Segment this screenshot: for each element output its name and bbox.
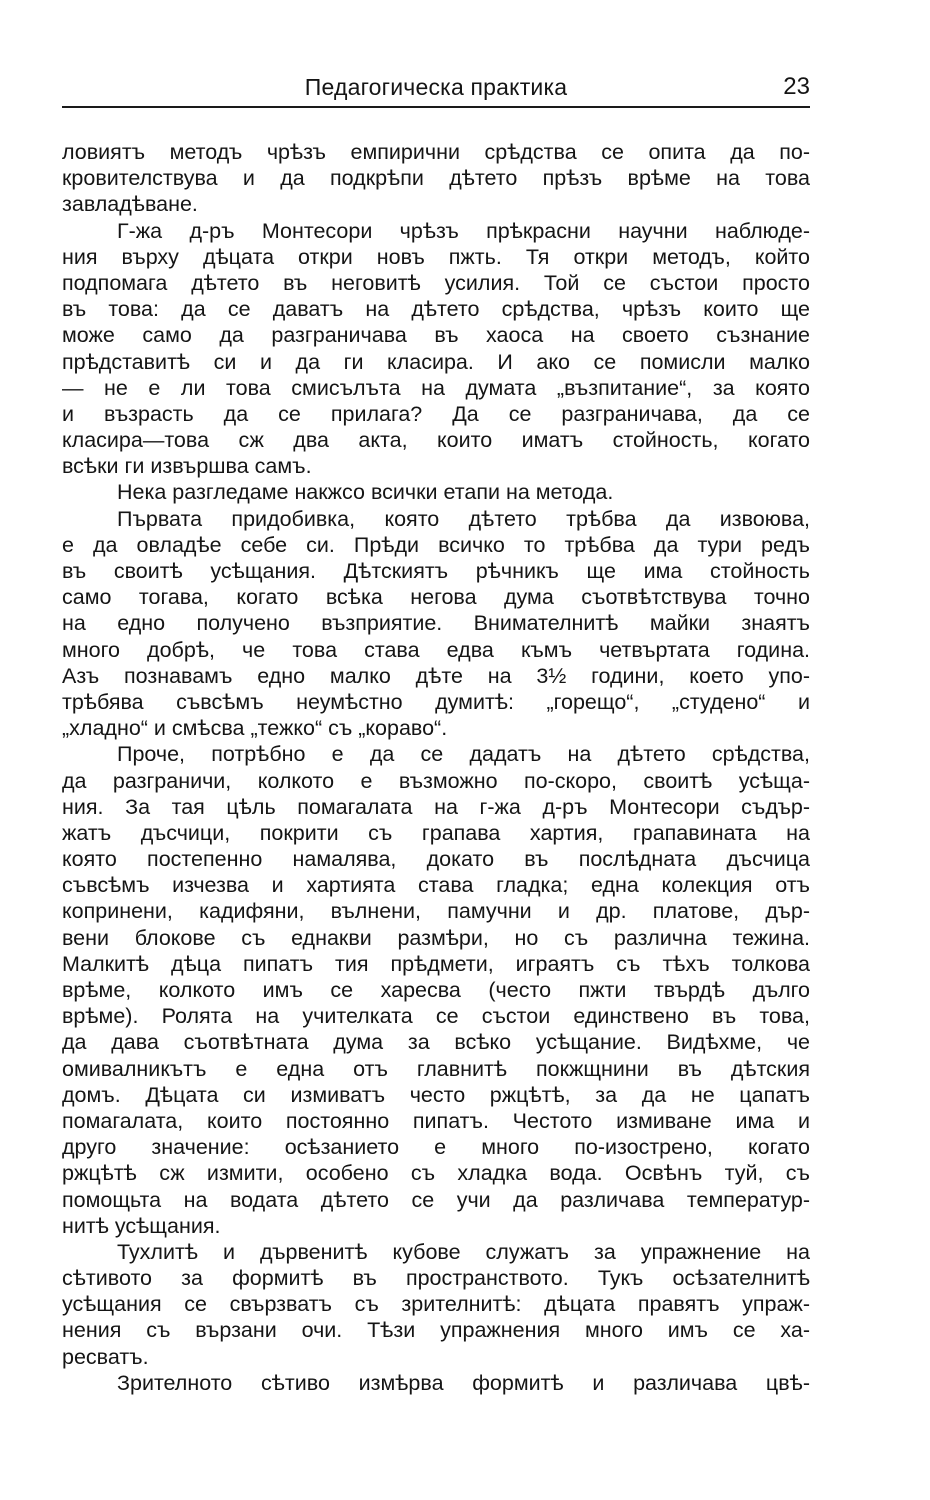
text-line: съвсѣмъ изчезва и хартията става гладка; една колекция отъ xyxy=(62,873,810,898)
text-line: на едно получено възприятие. Внимателнитѣ майки знаятъ xyxy=(62,611,810,636)
text-line: подпомага дѣтето въ неговитѣ усилия. Той се състои просто xyxy=(62,270,810,295)
text-line: нения съ вързани очи. Тѣзи упражнения много имъ се ха- xyxy=(62,1318,810,1343)
text-line: Проче, потрѣбно е да се дадатъ на дѣтето срѣдства, xyxy=(117,742,810,767)
text-line: — не е ли това смисълъта на думата „възпитание“, за която xyxy=(62,375,810,400)
text-line: Г-жа д-ръ Монтесори чрѣзъ прѣкрасни научни наблюде- xyxy=(117,218,810,243)
body-text xyxy=(62,139,810,1396)
text-line: Малкитѣ дѣца пипатъ тия прѣдмети, играятъ съ тѣхъ толкова xyxy=(62,951,810,976)
text-line: кровителствува и да подкрѣпи дѣтето прѣзъ врѣме на това xyxy=(62,166,810,191)
text-line: врѣме). Ролята на учителката се състои единствено въ това, xyxy=(62,1004,810,1029)
text-line: ржцѣтѣ сж измити, особено съ хладка вода. Освѣнъ туй, съ xyxy=(62,1161,810,1186)
text-line: усѣщания се свързватъ съ зрителнитѣ: дѣцата правятъ упраж- xyxy=(62,1292,810,1317)
text-line: въ своитѣ усѣщания. Дѣтскиятъ рѣчникъ ще има стойность xyxy=(62,559,810,583)
text-line: Азъ познавамъ едно малко дѣте на 3½ години, което упо- xyxy=(62,663,810,688)
text-line: жатъ дъсчици, покрити съ грапава хартия, грапавината на xyxy=(62,820,810,845)
text-line: „хладно“ и смѣсва „тежко“ съ „кораво“. xyxy=(62,716,448,741)
text-line: класира—това сж два акта, които иматъ стойность, когато xyxy=(62,428,810,453)
text-line: ния върху дѣцата откри новъ пжть. Тя откри методъ, който xyxy=(62,244,810,269)
text-line: ресватъ. xyxy=(62,1344,149,1369)
text-line: Първата придобивка, която дѣтето трѣбва да извоюва, xyxy=(117,506,810,531)
text-line: домъ. Дѣцата си измиватъ често ржцѣтѣ, за да не цапатъ xyxy=(62,1082,810,1107)
page-number: 23 xyxy=(783,73,810,100)
header-rule xyxy=(62,106,810,108)
text-line: Тухлитѣ и дървенитѣ кубове служатъ за упражнение на xyxy=(117,1239,810,1264)
text-line: помощьта на водата дѣтето се учи да различава температур- xyxy=(62,1187,810,1212)
running-head xyxy=(62,72,810,106)
text-line: копринени, кадифяни, вълнени, памучни и др. платове, дър- xyxy=(62,899,810,924)
text-line: може само да разграничава въ хаоса на своето съзнание xyxy=(62,323,810,348)
text-line: всѣки ги извършва самъ. xyxy=(62,454,312,479)
text-line: друго значение: осѣзанието е много по-изострено, когато xyxy=(62,1135,810,1160)
text-line: омивалникътъ е една отъ главнитѣ покжщнини въ дѣтския xyxy=(62,1056,810,1081)
running-title: Педагогическа практика xyxy=(304,74,568,100)
text-line: помагалата, които постоянно пипатъ. Честото измиване има и xyxy=(62,1108,810,1133)
text-line: Зрителното сѣтиво измѣрва формитѣ и различава цвѣ- xyxy=(117,1370,810,1395)
text-line: сѣтивото за формитѣ въ пространството. Тукъ осѣзателнитѣ xyxy=(62,1266,810,1291)
text-line: Нека разгледаме накжсо всички етапи на метода. xyxy=(117,480,614,505)
text-line: е да овладѣе себе си. Прѣди всичко то трѣбва да тури редъ xyxy=(62,532,810,557)
text-line: вени блокове съ еднакви размѣри, но съ различна тежина. xyxy=(62,925,810,950)
text-line: завладѣване. xyxy=(62,192,198,217)
text-line: да дава съотвѣтната дума за всѣко усѣщание. Видѣхме, че xyxy=(62,1030,810,1055)
text-line: трѣбява съвсѣмъ неумѣстно думитѣ: „горещо“, „студено“ и xyxy=(62,689,810,714)
text-line: прѣдставитѣ си и да ги класира. И ако се помисли малко xyxy=(62,349,810,374)
text-line: много добрѣ, че това става едва къмъ четвъртата година. xyxy=(62,637,810,662)
text-line: врѣме, колкото имъ се харесва (често пжти твърдѣ дълго xyxy=(62,978,810,1002)
text-line: която постепенно намалява, докато въ послѣдната дъсчица xyxy=(62,847,810,872)
text-line: да разграничи, колкото е възможно по-скоро, своитѣ усѣща- xyxy=(62,768,810,793)
text-line: нитѣ усѣщания. xyxy=(62,1213,221,1238)
text-line: ловиятъ методъ чрѣзъ емпирични срѣдства се опита да по- xyxy=(62,140,810,164)
text-line: и възрасть да се прилага? Да се разграничава, да се xyxy=(62,401,810,426)
text-line: въ това: да се даватъ на дѣтето срѣдства, чрѣзъ които ще xyxy=(62,297,810,322)
text-line: ния. За тая цѣль помагалата на г-жа д-ръ Монтесори съдър- xyxy=(62,794,810,819)
text-line: само тогава, когато всѣка негова дума съотвѣтствува точно xyxy=(62,585,810,610)
